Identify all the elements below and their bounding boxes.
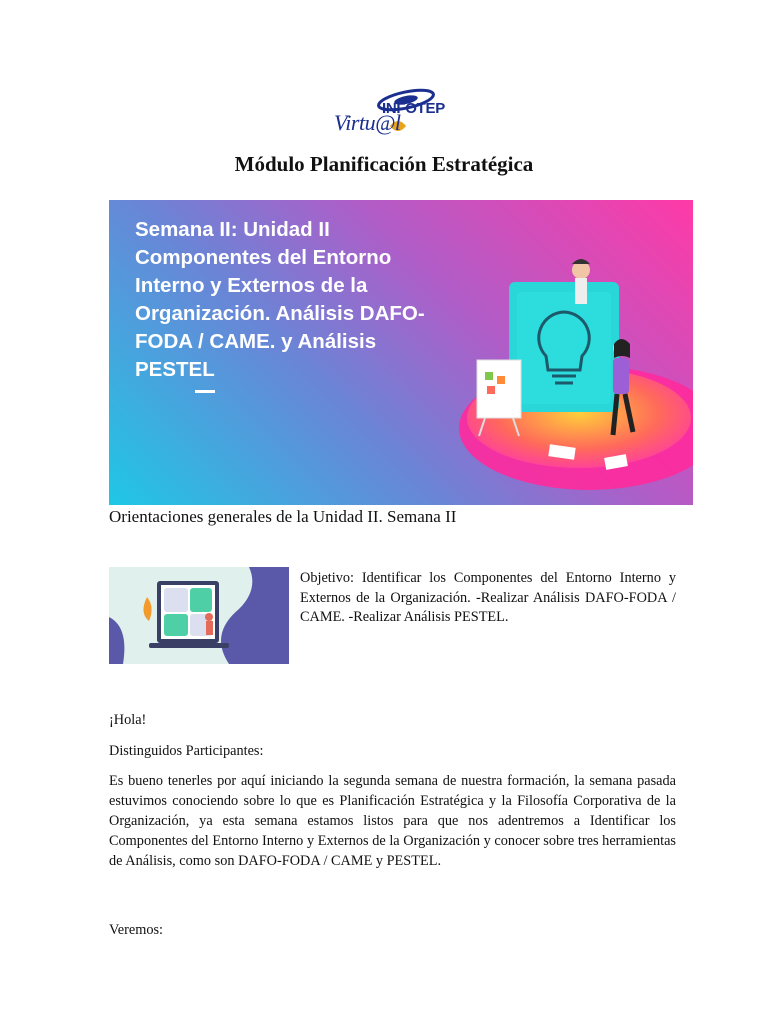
- banner-divider: [195, 390, 215, 393]
- objective-illustration: [109, 567, 289, 664]
- idea-illustration: [409, 240, 693, 505]
- banner-line: Semana II: Unidad II: [135, 218, 330, 241]
- infotep-virtual-logo: [330, 86, 446, 144]
- banner-line: Organización. Análisis DAFO-: [135, 302, 425, 325]
- banner-line: FODA / CAME. y Análisis: [135, 330, 377, 353]
- week-banner: [109, 200, 693, 505]
- puzzle-laptop-icon: [109, 567, 289, 664]
- page-title: Módulo Planificación Estratégica: [234, 152, 534, 176]
- logo-bottom-text: Virtu@l: [334, 110, 401, 135]
- objective-text: Objetivo: Identificar los Componentes del Entorno Interno y Externos de la Organización. -Realizar Análisis DAFO-FODA / CAME. -Realizar Análisis PESTEL.: [300, 570, 676, 625]
- closing-heading: Veremos:: [109, 922, 163, 938]
- salutation: Distinguidos Participantes:: [109, 743, 264, 759]
- greeting: ¡Hola!: [109, 712, 147, 728]
- intro-paragraph: Es bueno tenerles por aquí iniciando la segunda semana de nuestra formación, la semana pasada estuvimos conociendo sobre lo que es Planificación Estratégica y la Filosofía Corporativa de la Organización, ya esta semana estamos listos para que nos adentremos a Identificar los Componentes del Entorno Interno y Externos de la Organización y conocer sobre tres herramientas de Análisis, como son DAFO-FODA / CAME y PESTEL.: [109, 773, 676, 869]
- banner-line: PESTEL: [135, 358, 215, 381]
- section-heading: Orientaciones generales de la Unidad II. Semana II: [109, 507, 457, 526]
- banner-line: Componentes del Entorno: [135, 246, 392, 269]
- banner-line: Interno y Externos de la: [135, 274, 368, 297]
- logo-top-text: INFOTEP: [382, 100, 445, 117]
